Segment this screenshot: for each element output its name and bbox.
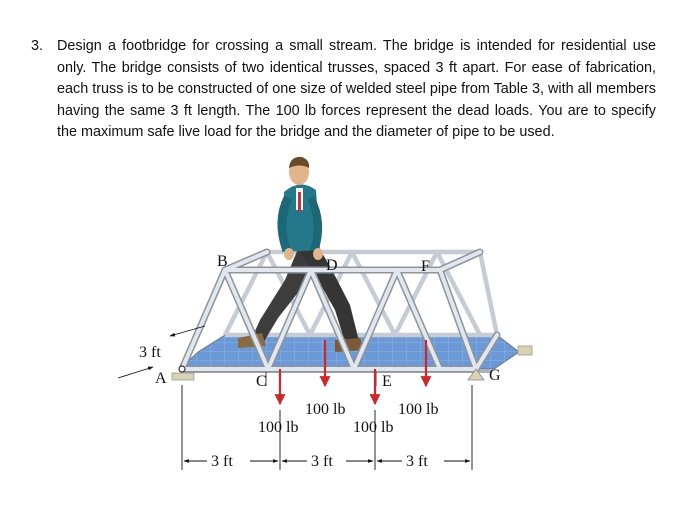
span-label-2: 3 ft	[311, 453, 333, 470]
joint-label-e: E	[382, 373, 392, 390]
problem-text: Design a footbridge for crossing a small stream. The bridge is intended for residential use only. The bridge consists of two identical trusses, spaced 3 ft apart. For ease of fabrication, each truss is to be constructed of one size of welded steel pipe from Table 3, with all members having the same 3 ft length. The 100 lb forces represent the dead loads. You are to specify the maximum safe live load for the bridge and the diameter of pipe to be used.	[57, 38, 656, 140]
width-label: 3 ft	[139, 344, 161, 361]
problem-number: 3.	[31, 38, 44, 54]
load-label-d: 100 lb	[305, 401, 346, 418]
load-label-f: 100 lb	[398, 401, 439, 418]
span-label-3: 3 ft	[406, 453, 428, 470]
joint-label-d: D	[326, 257, 338, 274]
joint-label-a: A	[155, 370, 167, 387]
joint-label-c: C	[256, 373, 267, 390]
joint-label-f: F	[421, 258, 430, 275]
load-label-c: 100 lb	[258, 419, 299, 436]
span-label-1: 3 ft	[211, 453, 233, 470]
joint-label-g: G	[489, 367, 501, 384]
joint-label-b: B	[217, 253, 228, 270]
load-label-e: 100 lb	[353, 419, 394, 436]
